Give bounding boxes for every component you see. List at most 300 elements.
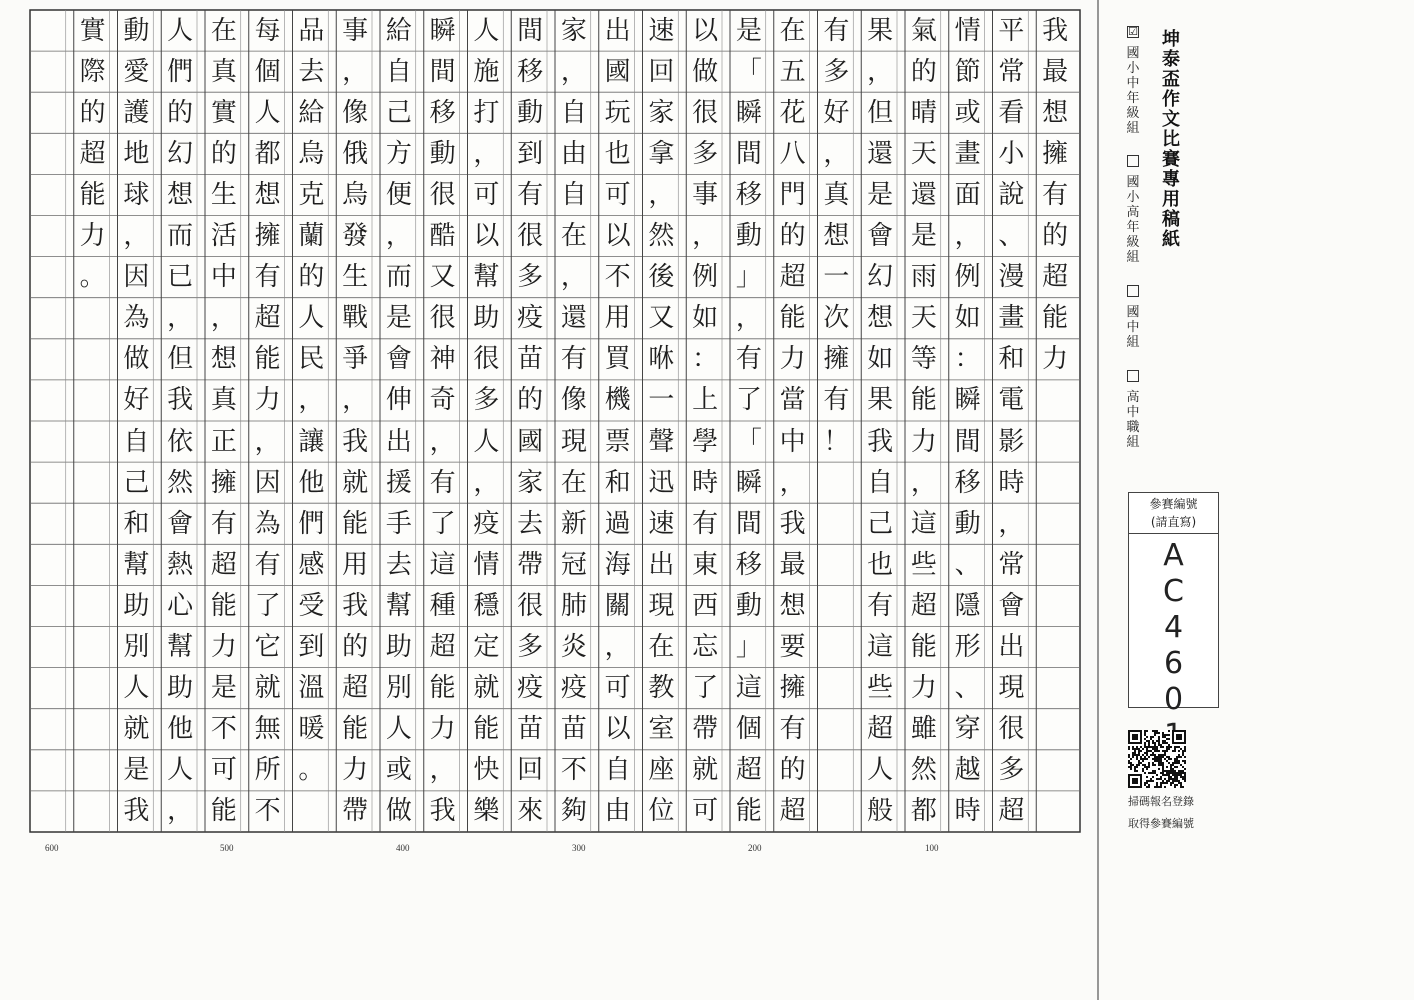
essay-char: 便 xyxy=(385,179,412,210)
essay-char: 烏 xyxy=(342,179,369,210)
essay-char: 人 xyxy=(473,426,500,457)
essay-char: 國 xyxy=(517,426,544,457)
essay-char: 依 xyxy=(167,426,194,457)
essay-char: 想 xyxy=(167,179,194,210)
essay-char: 過 xyxy=(604,508,631,539)
essay-char: 己 xyxy=(123,467,150,498)
essay-char: 奇 xyxy=(429,385,456,416)
essay-char: 八 xyxy=(779,138,806,169)
essay-char: 情 xyxy=(473,549,500,580)
essay-char: 他 xyxy=(298,467,325,498)
essay-char: 帶 xyxy=(692,714,719,745)
essay-char: 是 xyxy=(735,15,762,46)
essay-char: 很 xyxy=(429,179,456,210)
essay-char: 很 xyxy=(473,344,500,375)
option-label-char: 國 xyxy=(1126,305,1140,320)
essay-char: 力 xyxy=(910,673,937,704)
essay-char: 超 xyxy=(910,590,937,621)
essay-char: 超 xyxy=(342,673,369,704)
essay-char: 想 xyxy=(1042,97,1069,128)
essay-char: 感 xyxy=(298,549,325,580)
checkbox[interactable] xyxy=(1127,155,1139,167)
essay-char: 最 xyxy=(1042,56,1069,87)
essay-char: 夠 xyxy=(560,796,587,827)
essay-char: 的 xyxy=(342,632,369,663)
checkbox[interactable] xyxy=(1127,285,1139,297)
essay-char: 但 xyxy=(167,344,194,375)
essay-char: 我 xyxy=(167,385,194,416)
essay-char: 超 xyxy=(210,549,237,580)
essay-char: ！ xyxy=(823,426,850,457)
essay-char: 節 xyxy=(954,56,981,87)
essay-char: 面 xyxy=(954,179,981,210)
essay-char: 的 xyxy=(910,56,937,87)
essay-char: 幫 xyxy=(123,549,150,580)
essay-char: 國 xyxy=(604,56,631,87)
essay-char: 時 xyxy=(998,467,1025,498)
essay-char: 超 xyxy=(998,796,1025,827)
essay-char: 有 xyxy=(254,549,281,580)
essay-char: 可 xyxy=(473,179,500,210)
essay-char: 真 xyxy=(210,385,237,416)
essay-char: 像 xyxy=(560,385,587,416)
option-label xyxy=(1122,175,1144,265)
option-elementary-upper[interactable] xyxy=(1122,155,1144,265)
essay-char: 的 xyxy=(779,755,806,786)
essay-char: 「 xyxy=(735,426,762,457)
option-label-char: 組 xyxy=(1126,435,1140,450)
essay-char: 和 xyxy=(998,344,1025,375)
essay-char: 際 xyxy=(79,56,106,87)
essay-char: 如 xyxy=(867,344,894,375)
option-label-char: 中 xyxy=(1126,76,1140,91)
qr-caption-2: 取得參賽編號 xyxy=(1128,817,1194,830)
option-label xyxy=(1122,305,1144,350)
entry-number-box xyxy=(1128,492,1219,717)
essay-char: 有 xyxy=(823,385,850,416)
essay-char: 移 xyxy=(954,467,981,498)
essay-char: 動 xyxy=(735,221,762,252)
essay-char: 熱 xyxy=(167,549,194,580)
essay-char: 的 xyxy=(210,138,237,169)
essay-char: 天 xyxy=(910,303,937,334)
essay-char: 為 xyxy=(123,303,150,334)
essay-char: 的 xyxy=(298,262,325,293)
essay-char: 了 xyxy=(735,385,762,416)
essay-char: 神 xyxy=(429,344,456,375)
essay-char: 暖 xyxy=(298,714,325,745)
essay-char: ， xyxy=(210,303,237,334)
essay-char: 氣 xyxy=(910,15,937,46)
essay-char: 或 xyxy=(385,755,412,786)
essay-char: 能 xyxy=(779,303,806,334)
essay-char: 去 xyxy=(385,549,412,580)
essay-char: 以 xyxy=(604,714,631,745)
essay-char: 有 xyxy=(867,590,894,621)
title-char: 泰 xyxy=(1162,49,1180,70)
essay-char: 或 xyxy=(954,97,981,128)
essay-char: 肺 xyxy=(560,590,587,621)
essay-char: 是 xyxy=(867,179,894,210)
essay-char: 不 xyxy=(210,714,237,745)
essay-char: 用 xyxy=(342,549,369,580)
essay-char: 擁 xyxy=(1042,138,1069,169)
essay-char: 回 xyxy=(517,755,544,786)
essay-char: 人 xyxy=(473,15,500,46)
essay-char: 事 xyxy=(692,179,719,210)
essay-char: 一 xyxy=(648,385,675,416)
essay-char: 新 xyxy=(560,508,587,539)
essay-char: 雨 xyxy=(910,262,937,293)
essay-char: 「 xyxy=(735,56,762,87)
essay-char: 了 xyxy=(692,673,719,704)
essay-char: 上 xyxy=(692,385,719,416)
essay-char: 人 xyxy=(385,714,412,745)
essay-char: 位 xyxy=(648,796,675,827)
essay-char: 小 xyxy=(998,138,1025,169)
essay-char: 不 xyxy=(254,796,281,827)
essay-char: 護 xyxy=(123,97,150,128)
essay-char: 我 xyxy=(342,590,369,621)
ruler-mark-500: 500 xyxy=(220,843,234,853)
essay-char: 種 xyxy=(429,590,456,621)
essay-char: 助 xyxy=(123,590,150,621)
essay-char: 多 xyxy=(473,385,500,416)
essay-char: 能 xyxy=(429,673,456,704)
essay-char: ， xyxy=(998,508,1025,539)
essay-char: 移 xyxy=(735,549,762,580)
option-label-char: 高 xyxy=(1126,205,1140,220)
essay-char: 無 xyxy=(254,714,281,745)
essay-char: 也 xyxy=(604,138,631,169)
essay-char: 在 xyxy=(560,467,587,498)
essay-char: 人 xyxy=(298,303,325,334)
essay-char: 真 xyxy=(823,179,850,210)
essay-char: 說 xyxy=(998,179,1025,210)
essay-char: 聲 xyxy=(648,426,675,457)
essay-char: 手 xyxy=(385,508,412,539)
essay-char: 後 xyxy=(648,262,675,293)
essay-char: 它 xyxy=(254,632,281,663)
essay-char: 力 xyxy=(254,385,281,416)
essay-char: 在 xyxy=(648,632,675,663)
essay-char: 也 xyxy=(867,549,894,580)
essay-char: 苗 xyxy=(560,714,587,745)
entry-number-title: 參賽編號 xyxy=(1149,497,1198,511)
essay-char: 是 xyxy=(385,303,412,334)
essay-char: 受 xyxy=(298,590,325,621)
essay-char: 影 xyxy=(998,426,1025,457)
qr-code-icon[interactable] xyxy=(1128,730,1186,788)
essay-char: 疫 xyxy=(560,673,587,704)
essay-char: 瞬 xyxy=(735,97,762,128)
essay-char: 事 xyxy=(342,15,369,46)
option-label-char: 中 xyxy=(1126,405,1140,420)
essay-char: 電 xyxy=(998,385,1025,416)
essay-char: 就 xyxy=(254,673,281,704)
essay-char: 幻 xyxy=(867,262,894,293)
essay-char: 球 xyxy=(123,179,150,210)
essay-char: 給 xyxy=(385,15,412,46)
essay-char: 爭 xyxy=(342,344,369,375)
essay-char: 做 xyxy=(692,56,719,87)
checkbox-checked[interactable]: ☑ xyxy=(1128,25,1138,38)
option-label-char: 小 xyxy=(1126,190,1140,205)
essay-char: 果 xyxy=(867,385,894,416)
essay-char: 想 xyxy=(210,344,237,375)
essay-char: 別 xyxy=(385,673,412,704)
essay-char: 有 xyxy=(735,344,762,375)
essay-char: 、 xyxy=(954,549,981,580)
essay-char: 又 xyxy=(648,303,675,334)
essay-char: 想 xyxy=(823,221,850,252)
essay-char: 天 xyxy=(910,138,937,169)
essay-char: 個 xyxy=(735,714,762,745)
essay-char: 以 xyxy=(604,221,631,252)
essay-char: 是 xyxy=(123,755,150,786)
essay-char: 畫 xyxy=(998,303,1025,334)
essay-char: 快 xyxy=(473,755,500,786)
essay-char: 由 xyxy=(604,796,631,827)
essay-char: 超 xyxy=(735,755,762,786)
essay-char: 可 xyxy=(604,673,631,704)
option-label xyxy=(1122,46,1144,136)
essay-char: 有 xyxy=(1042,179,1069,210)
essay-char: 現 xyxy=(998,673,1025,704)
entry-number-label xyxy=(1129,493,1218,534)
essay-char: 情 xyxy=(954,15,981,46)
essay-char: 自 xyxy=(867,467,894,498)
essay-char: 我 xyxy=(429,796,456,827)
form-title xyxy=(1158,30,1184,250)
essay-char: 現 xyxy=(560,426,587,457)
essay-char: 般 xyxy=(867,796,894,827)
essay-char: 中 xyxy=(779,426,806,457)
essay-char: 這 xyxy=(867,632,894,663)
essay-char: 有 xyxy=(823,15,850,46)
essay-char: 家 xyxy=(648,97,675,128)
essay-char: 樂 xyxy=(473,796,500,827)
essay-char: 中 xyxy=(210,262,237,293)
essay-char: 會 xyxy=(167,508,194,539)
essay-char: 己 xyxy=(867,508,894,539)
option-label-char: 國 xyxy=(1126,175,1140,190)
entry-number-char: A xyxy=(1163,538,1184,573)
essay-char: 因 xyxy=(254,467,281,498)
essay-char: 由 xyxy=(560,138,587,169)
option-label-char: 中 xyxy=(1126,320,1140,335)
essay-char: 畫 xyxy=(954,138,981,169)
essay-char: 果 xyxy=(867,15,894,46)
essay-char: 帶 xyxy=(342,796,369,827)
essay-char: 出 xyxy=(385,426,412,457)
essay-char: 能 xyxy=(910,385,937,416)
essay-char: 漫 xyxy=(998,262,1025,293)
essay-char: 擁 xyxy=(779,673,806,704)
entry-number-value[interactable] xyxy=(1129,534,1218,754)
essay-char: 在 xyxy=(779,15,806,46)
essay-char: 超 xyxy=(779,796,806,827)
essay-char: 愛 xyxy=(123,56,150,87)
essay-char: 超 xyxy=(1042,262,1069,293)
essay-char: 有 xyxy=(210,508,237,539)
essay-char: 會 xyxy=(867,221,894,252)
essay-char: ， xyxy=(560,56,587,87)
essay-char: 我 xyxy=(1042,15,1069,46)
essay-char: 還 xyxy=(910,179,937,210)
title-char: 坤 xyxy=(1162,29,1180,50)
essay-char: 想 xyxy=(867,303,894,334)
essay-char: 超 xyxy=(429,632,456,663)
essay-char: ， xyxy=(429,755,456,786)
essay-char: 常 xyxy=(998,549,1025,580)
essay-char: 能 xyxy=(342,508,369,539)
essay-char: 有 xyxy=(692,508,719,539)
essay-char: 這 xyxy=(910,508,937,539)
essay-char: 以 xyxy=(473,221,500,252)
essay-char: 因 xyxy=(123,262,150,293)
ruler-mark-300: 300 xyxy=(572,843,586,853)
essay-char: 們 xyxy=(298,508,325,539)
essay-char: 力 xyxy=(429,714,456,745)
essay-char: ， xyxy=(342,56,369,87)
essay-char: 會 xyxy=(385,344,412,375)
essay-char: 超 xyxy=(867,714,894,745)
essay-char: 多 xyxy=(517,632,544,663)
essay-char: 幫 xyxy=(473,262,500,293)
essay-char: 平 xyxy=(998,15,1025,46)
essay-char: 出 xyxy=(648,549,675,580)
essay-char: 帶 xyxy=(517,549,544,580)
essay-char: 五 xyxy=(779,56,806,87)
essay-char: 力 xyxy=(779,344,806,375)
essay-char: 」 xyxy=(735,262,762,293)
essay-char: 方 xyxy=(385,138,412,169)
essay-char: 能 xyxy=(79,179,106,210)
essay-char: 不 xyxy=(560,755,587,786)
essay-char: 就 xyxy=(473,673,500,704)
essay-char: 晴 xyxy=(910,97,937,128)
essay-char: 民 xyxy=(298,344,325,375)
essay-char: 如 xyxy=(692,303,719,334)
essay-char: 然 xyxy=(910,755,937,786)
essay-char: 的 xyxy=(167,97,194,128)
ruler-mark-600: 600 xyxy=(45,843,59,853)
essay-char: 看 xyxy=(998,97,1025,128)
option-elementary-middle[interactable] xyxy=(1122,26,1144,136)
essay-char: 等 xyxy=(910,344,937,375)
essay-char: 能 xyxy=(254,344,281,375)
essay-char: 又 xyxy=(429,262,456,293)
essay-char: 我 xyxy=(342,426,369,457)
option-label xyxy=(1122,390,1144,450)
essay-char: 雖 xyxy=(910,714,937,745)
essay-char: 超 xyxy=(254,303,281,334)
essay-char: 多 xyxy=(998,755,1025,786)
essay-char: 的 xyxy=(517,385,544,416)
essay-char: 很 xyxy=(692,97,719,128)
essay-char: 移 xyxy=(429,97,456,128)
essay-char: 酷 xyxy=(429,221,456,252)
essay-char: 自 xyxy=(560,179,587,210)
title-char: 盃 xyxy=(1162,69,1180,90)
essay-char: 穩 xyxy=(473,590,500,621)
essay-char: 冠 xyxy=(560,549,587,580)
essay-char: 穿 xyxy=(954,714,981,745)
essay-char: ， xyxy=(385,221,412,252)
essay-char: 咻 xyxy=(648,344,675,375)
essay-char: ， xyxy=(123,221,150,252)
essay-char: 戰 xyxy=(342,303,369,334)
essay-char: 而 xyxy=(167,221,194,252)
essay-char: 多 xyxy=(823,56,850,87)
essay-char: 人 xyxy=(167,755,194,786)
essay-char: 要 xyxy=(779,632,806,663)
essay-char: 的 xyxy=(1042,221,1069,252)
essay-char: 做 xyxy=(385,796,412,827)
essay-char: 間 xyxy=(735,138,762,169)
essay-char: ， xyxy=(560,262,587,293)
essay-char: 讓 xyxy=(298,426,325,457)
essay-char: ， xyxy=(298,385,325,416)
essay-char: 」 xyxy=(735,632,762,663)
essay-char: ： xyxy=(692,344,719,375)
essay-char: 克 xyxy=(298,179,325,210)
essay-char: 越 xyxy=(954,755,981,786)
essay-char: 而 xyxy=(385,262,412,293)
title-char: 用 xyxy=(1162,189,1180,210)
essay-char: 以 xyxy=(692,15,719,46)
essay-char: 家 xyxy=(560,15,587,46)
essay-char: 、 xyxy=(998,221,1025,252)
essay-char: 隱 xyxy=(954,590,981,621)
essay-char: 。 xyxy=(79,262,106,293)
essay-char: 很 xyxy=(517,221,544,252)
essay-char: 為 xyxy=(254,508,281,539)
essay-char: 定 xyxy=(473,632,500,663)
option-junior-high[interactable] xyxy=(1122,285,1144,350)
essay-char: 疫 xyxy=(517,303,544,334)
essay-char: 我 xyxy=(779,508,806,539)
option-senior-high[interactable] xyxy=(1122,370,1144,450)
essay-char: 地 xyxy=(123,138,150,169)
option-label-char: 組 xyxy=(1126,250,1140,265)
essay-char: 用 xyxy=(604,303,631,334)
essay-char: 實 xyxy=(79,15,106,46)
essay-char: 每 xyxy=(254,15,281,46)
essay-char: 能 xyxy=(473,714,500,745)
essay-char: 疫 xyxy=(517,673,544,704)
essay-char: 能 xyxy=(1042,303,1069,334)
essay-char: 就 xyxy=(123,714,150,745)
essay-char: ， xyxy=(473,467,500,498)
checkbox[interactable] xyxy=(1127,370,1139,382)
essay-char: 都 xyxy=(910,796,937,827)
essay-char: 實 xyxy=(210,97,237,128)
essay-char: 拿 xyxy=(648,138,675,169)
essay-char: 能 xyxy=(735,796,762,827)
essay-char: 就 xyxy=(342,467,369,498)
essay-char: 座 xyxy=(648,755,675,786)
essay-char: 速 xyxy=(648,15,675,46)
essay-char: 最 xyxy=(779,549,806,580)
essay-char: 然 xyxy=(167,467,194,498)
title-char: 比 xyxy=(1162,129,1180,150)
essay-char: 超 xyxy=(779,262,806,293)
essay-char: 出 xyxy=(604,15,631,46)
essay-char: 苗 xyxy=(517,344,544,375)
essay-char: 可 xyxy=(604,179,631,210)
